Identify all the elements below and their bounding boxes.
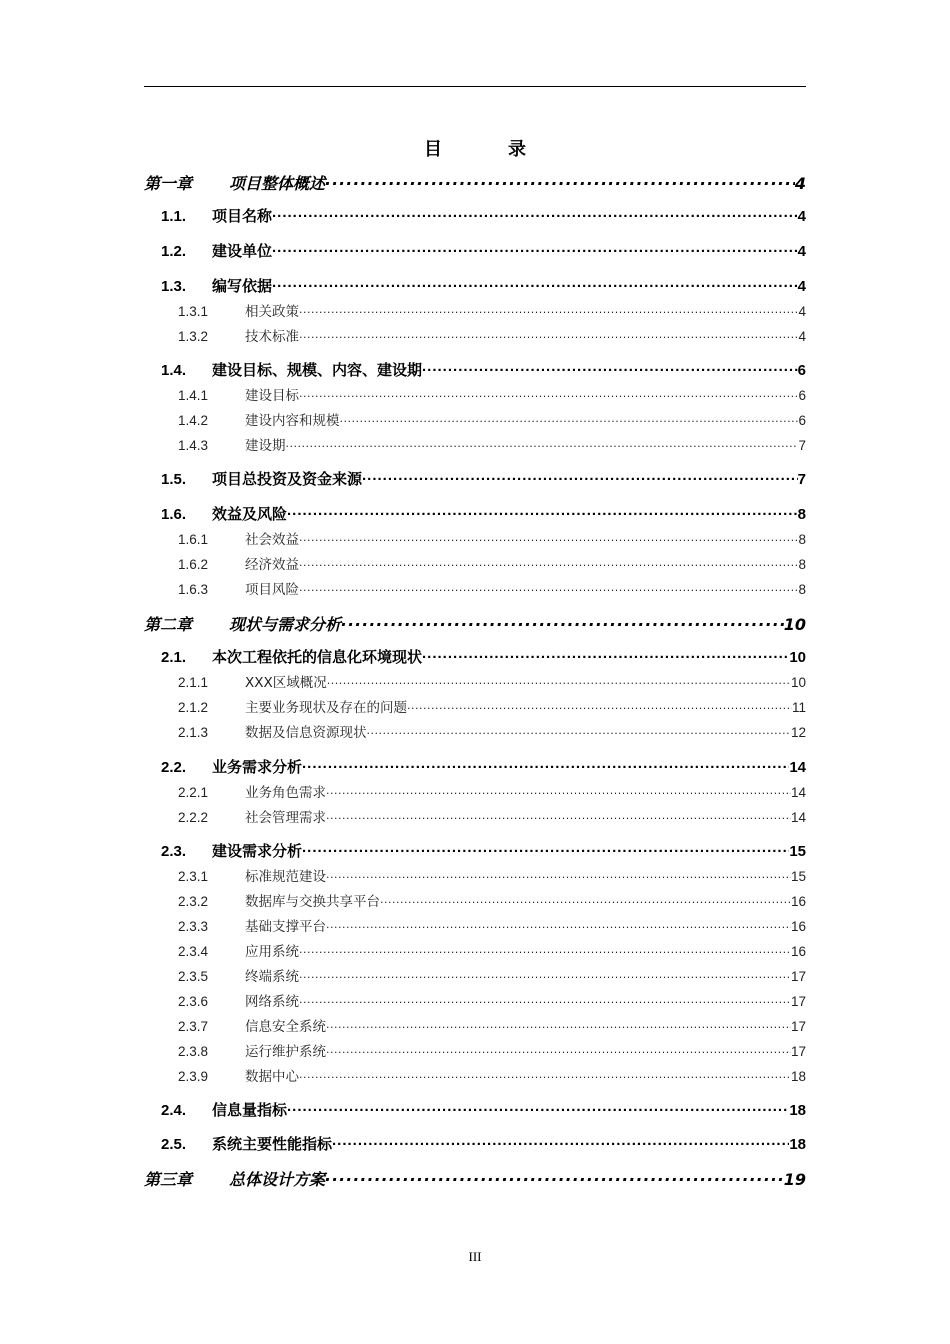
toc-entry-number: 2.3.5	[178, 969, 209, 984]
toc-dot-leader	[325, 173, 795, 189]
toc-entry-title: 标准规范建设	[245, 869, 326, 885]
toc-entry[interactable]	[161, 205, 806, 226]
toc-dot-leader	[422, 360, 798, 375]
page-number: III	[468, 1249, 482, 1264]
toc-entry[interactable]	[178, 915, 806, 935]
toc-entry-title: 项目总投资及资金来源	[212, 470, 363, 488]
toc-dot-leader	[326, 784, 791, 798]
toc-entry-number: 2.1.3	[178, 725, 209, 740]
toc-entry-page: 14	[789, 759, 806, 776]
toc-entry-number: 1.6.	[161, 506, 187, 523]
toc-dot-leader	[299, 968, 791, 982]
toc-entry-page: 8	[798, 557, 806, 572]
toc-dot-leader	[326, 918, 791, 932]
toc-entry-page: 4	[797, 243, 806, 260]
toc-entry-number: 2.3.1	[178, 869, 209, 884]
toc-entry-title: 本次工程依托的信息化环境现状	[212, 648, 423, 666]
toc-dot-leader	[299, 943, 791, 957]
toc-entry[interactable]	[161, 359, 806, 380]
toc-entry-page: 4	[794, 174, 806, 193]
toc-entry-title: 社会效益	[245, 532, 299, 548]
toc-entry-title: 总体设计方案	[229, 1170, 326, 1189]
toc-entry-page: 10	[789, 649, 806, 666]
toc-entry[interactable]	[178, 1040, 806, 1060]
toc-entry-page: 16	[790, 919, 806, 934]
toc-entry-page: 8	[798, 582, 806, 597]
toc-entry-title: 数据及信息资源现状	[245, 725, 367, 741]
toc-dot-leader	[299, 556, 798, 570]
toc-entry[interactable]	[178, 865, 806, 885]
toc-entry-page: 18	[789, 1102, 806, 1119]
toc-entry-page: 14	[790, 785, 806, 800]
toc-dot-leader	[340, 412, 799, 426]
page-title: 目 录	[424, 139, 550, 160]
toc-entry-page: 15	[790, 869, 806, 884]
toc-entry-number: 2.3.2	[178, 894, 209, 909]
toc-entry-number: 1.4.	[161, 362, 187, 379]
toc-dot-leader	[287, 1100, 789, 1115]
toc-entry-title: 经济效益	[245, 557, 299, 573]
toc-entry-page: 17	[790, 969, 806, 984]
toc-dot-leader	[380, 893, 791, 907]
toc-entry-number: 2.4.	[161, 1102, 187, 1119]
toc-entry[interactable]	[178, 965, 806, 985]
toc-entry-page: 10	[783, 615, 806, 634]
toc-dot-leader	[422, 647, 789, 662]
toc-entry-page: 4	[797, 278, 806, 295]
toc-entry-number: 2.2.	[161, 759, 187, 776]
toc-entry-page: 15	[789, 843, 806, 860]
toc-entry-page: 4	[798, 304, 806, 319]
toc-entry-page: 8	[797, 506, 806, 523]
toc-entry-title: 运行维护系统	[245, 1044, 326, 1060]
toc-entry-title: 业务角色需求	[245, 785, 326, 801]
toc-entry-title: XXX区域概况	[245, 675, 327, 691]
toc-entry-title: 建设目标	[245, 388, 299, 404]
toc-entry-title: 项目名称	[212, 207, 273, 225]
toc-dot-leader	[272, 206, 798, 221]
toc-dot-leader	[326, 809, 791, 823]
toc-dot-leader	[327, 674, 791, 688]
toc-dot-leader	[302, 757, 789, 772]
toc-entry-page: 18	[789, 1136, 806, 1153]
toc-entry-title: 项目整体概述	[229, 174, 326, 193]
toc-entry-title: 建设目标、规模、内容、建设期	[212, 361, 423, 379]
toc-entry[interactable]	[178, 671, 806, 691]
toc-entry-number: 1.3.1	[178, 304, 209, 319]
toc-entry-number: 1.4.1	[178, 388, 209, 403]
toc-entry-page: 4	[797, 208, 806, 225]
toc-dot-leader	[299, 387, 798, 401]
toc-entry[interactable]	[144, 612, 806, 635]
toc-dot-leader	[326, 868, 791, 882]
toc-dot-leader	[367, 724, 791, 738]
toc-entry[interactable]	[161, 1133, 806, 1154]
toc-entry-title: 项目风险	[245, 582, 299, 598]
toc-entry[interactable]	[178, 325, 806, 345]
toc-entry-title: 效益及风险	[212, 505, 288, 523]
toc-entry[interactable]	[178, 890, 806, 910]
toc-entry[interactable]	[178, 781, 806, 801]
toc-entry-number: 第一章	[144, 174, 193, 193]
toc-entry-title: 编写依据	[212, 277, 273, 295]
toc-entry-number: 2.1.2	[178, 700, 209, 715]
toc-entry-number: 2.1.	[161, 649, 187, 666]
toc-entry[interactable]	[144, 1167, 806, 1190]
toc-entry-page: 19	[783, 1170, 806, 1189]
toc-entry-title: 网络系统	[245, 994, 299, 1010]
toc-entry-number: 2.3.4	[178, 944, 209, 959]
toc-entry-page: 12	[790, 725, 806, 740]
toc-entry-title: 建设需求分析	[212, 842, 303, 860]
toc-entry-page: 17	[790, 1019, 806, 1034]
toc-entry[interactable]	[161, 646, 806, 667]
toc-entry-number: 2.3.8	[178, 1044, 209, 1059]
toc-entry-number: 1.4.3	[178, 438, 209, 453]
toc-entry-title: 建设期	[245, 438, 286, 454]
toc-dot-leader	[362, 469, 798, 484]
toc-entry[interactable]	[178, 696, 806, 716]
toc-entry-number: 1.2.	[161, 243, 187, 260]
toc-entry-number: 2.3.3	[178, 919, 209, 934]
toc-dot-leader	[299, 581, 798, 595]
toc-dot-leader	[326, 1043, 791, 1057]
toc-entry[interactable]	[178, 553, 806, 573]
toc-entry-title: 数据中心	[245, 1069, 299, 1085]
toc-entry[interactable]	[161, 503, 806, 524]
toc-dot-leader	[302, 841, 789, 856]
toc-entry-page: 4	[798, 329, 806, 344]
toc-entry[interactable]	[178, 806, 806, 826]
toc-entry-title: 信息安全系统	[245, 1019, 326, 1035]
toc-entry-title: 社会管理需求	[245, 810, 326, 826]
toc-entry[interactable]	[178, 300, 806, 320]
toc-entry-number: 2.2.1	[178, 785, 209, 800]
toc-entry-page: 10	[790, 675, 806, 690]
toc-entry-number: 2.3.	[161, 843, 187, 860]
toc-entry-page: 11	[791, 700, 806, 715]
toc-entry-title: 业务需求分析	[212, 758, 303, 776]
toc-entry-number: 1.6.2	[178, 557, 209, 572]
toc-entry[interactable]	[161, 1099, 806, 1120]
toc-entry-number: 1.3.2	[178, 329, 209, 344]
toc-entry[interactable]	[144, 171, 806, 194]
toc-entry[interactable]	[178, 434, 806, 454]
toc-entry-title: 相关政策	[245, 304, 299, 320]
toc-dot-leader	[299, 328, 798, 342]
toc-dot-leader	[299, 1068, 791, 1082]
toc-dot-leader	[272, 276, 798, 291]
toc-entry-page: 8	[798, 532, 806, 547]
toc-entry-number: 第二章	[144, 615, 193, 634]
toc-dot-leader	[325, 1169, 784, 1185]
toc-entry[interactable]	[178, 940, 806, 960]
toc-entry-number: 2.5.	[161, 1136, 187, 1153]
toc-entry[interactable]	[178, 409, 806, 429]
toc-entry-number: 1.4.2	[178, 413, 209, 428]
toc-entry-number: 2.2.2	[178, 810, 209, 825]
toc-entry[interactable]	[161, 756, 806, 777]
toc-entry-title: 终端系统	[245, 969, 299, 985]
toc-dot-leader	[299, 993, 791, 1007]
toc-entry[interactable]	[178, 1065, 806, 1085]
toc-entry-number: 2.3.6	[178, 994, 209, 1009]
toc-entry-number: 2.3.9	[178, 1069, 209, 1084]
toc-entry[interactable]	[178, 578, 806, 598]
toc-entry-title: 基础支撑平台	[245, 919, 326, 935]
toc-dot-leader	[286, 437, 799, 451]
toc-entry-page: 6	[798, 388, 806, 403]
toc-entry-title: 建设内容和规模	[245, 413, 340, 429]
toc-entry-title: 技术标准	[245, 329, 299, 345]
toc-entry-number: 2.3.7	[178, 1019, 209, 1034]
toc-dot-leader	[272, 241, 798, 256]
toc-entry-page: 6	[797, 362, 806, 379]
toc-dot-leader	[407, 699, 792, 713]
toc-entry-title: 信息量指标	[212, 1101, 288, 1119]
toc-entry[interactable]	[161, 240, 806, 261]
toc-entry-page: 16	[790, 894, 806, 909]
toc-entry-number: 1.3.	[161, 278, 187, 295]
toc-entry-page: 16	[790, 944, 806, 959]
toc-entry-page: 7	[798, 438, 806, 453]
toc-entry-page: 7	[797, 471, 806, 488]
toc-entry-page: 17	[790, 994, 806, 1009]
toc-entry-page: 14	[790, 810, 806, 825]
toc-entry[interactable]	[178, 528, 806, 548]
toc-entry[interactable]	[161, 468, 806, 489]
toc-entry[interactable]	[161, 840, 806, 861]
toc-entry-title: 现状与需求分析	[229, 615, 342, 634]
toc-dot-leader	[299, 303, 798, 317]
toc-entry-page: 6	[798, 413, 806, 428]
toc-entry[interactable]	[178, 990, 806, 1010]
toc-entry-number: 2.1.1	[178, 675, 209, 690]
toc-entry[interactable]	[161, 275, 806, 296]
toc-dot-leader	[332, 1134, 789, 1149]
toc-entry-number: 1.5.	[161, 471, 187, 488]
toc-entry[interactable]	[178, 1015, 806, 1035]
toc-entry-title: 主要业务现状及存在的问题	[245, 700, 407, 716]
toc-entry-number: 1.6.3	[178, 582, 209, 597]
toc-entry-page: 17	[790, 1044, 806, 1059]
toc-entry[interactable]	[178, 721, 806, 741]
toc-dot-leader	[326, 1018, 791, 1032]
toc-entry-title: 建设单位	[212, 242, 273, 260]
toc-dot-leader	[299, 531, 798, 545]
toc-entry-number: 第三章	[144, 1170, 193, 1189]
toc-entry-title: 系统主要性能指标	[212, 1135, 333, 1153]
toc-entry-title: 数据库与交换共享平台	[245, 894, 380, 910]
toc-dot-leader	[287, 504, 798, 519]
toc-entry-title: 应用系统	[245, 944, 299, 960]
toc-entry[interactable]	[178, 384, 806, 404]
toc-entry-number: 1.1.	[161, 208, 187, 225]
toc-entry-number: 1.6.1	[178, 532, 209, 547]
toc-dot-leader	[341, 614, 784, 630]
toc-entry-page: 18	[790, 1069, 806, 1084]
